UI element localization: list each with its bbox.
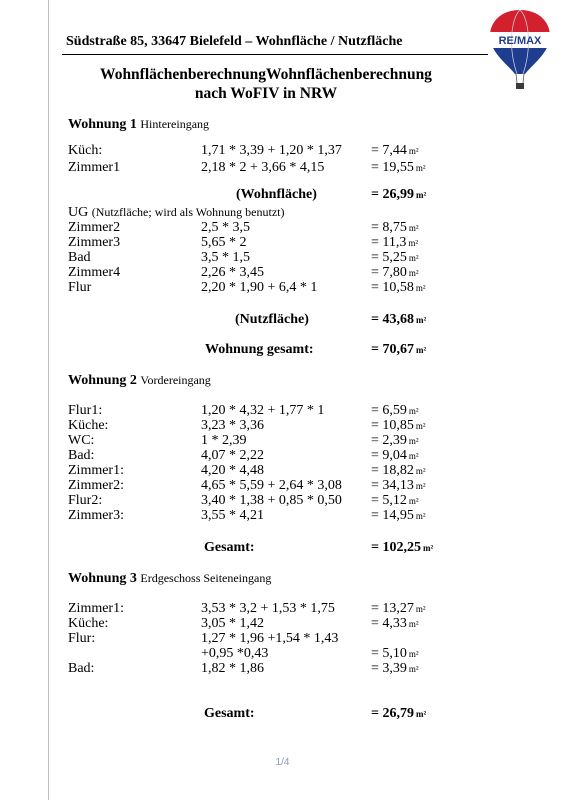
room-name: Flur2:: [68, 493, 103, 508]
room-result: = 14,95 m²: [371, 508, 426, 523]
room-name: Bad:: [68, 661, 95, 676]
page-number: 1/4: [275, 757, 290, 768]
room-result: = 19,55 m²: [371, 160, 426, 175]
total-value: = 102,25 m²: [371, 540, 434, 555]
title-line-2: nach WoFIV in NRW: [194, 85, 338, 102]
room-result: = 34,13 m²: [371, 478, 426, 493]
room-name: Küch:: [68, 143, 103, 158]
room-result: = 3,39 m²: [371, 661, 419, 676]
room-calc: 1 * 2,39: [201, 433, 247, 448]
room-calc: 3,23 * 3,36: [201, 418, 264, 433]
room-result: = 9,04 m²: [371, 448, 419, 463]
room-calc: 2,20 * 1,90 + 6,4 * 1: [201, 280, 318, 295]
ug-note: [68, 205, 285, 221]
room-name: Küche:: [68, 616, 109, 631]
section-subtitle: Hintereingang: [140, 117, 210, 131]
room-calc: 3,40 * 1,38 + 0,85 * 0,50: [201, 493, 342, 508]
section-wohnung-3: [68, 571, 271, 587]
room-calc: 3,5 * 1,5: [201, 250, 250, 265]
room-name: Zimmer1:: [68, 463, 124, 478]
room-calc: 5,65 * 2: [201, 235, 247, 250]
room-calc: 4,20 * 4,48: [201, 463, 264, 478]
room-calc: 3,55 * 4,21: [201, 508, 264, 523]
room-calc: 1,71 * 3,39 + 1,20 * 1,37: [201, 143, 342, 158]
room-calc: 1,27 * 1,96 +1,54 * 1,43: [201, 631, 339, 646]
section-subtitle: Erdgeschoss Seiteneingang: [140, 571, 272, 585]
room-result: = 5,25 m²: [371, 250, 419, 265]
header-rule: [62, 54, 488, 55]
subtotal-value: = 43,68 m²: [371, 312, 427, 327]
room-calc: 2,26 * 3,45: [201, 265, 264, 280]
total-label: Gesamt:: [204, 540, 255, 555]
title-line-1: WohnflächenberechnungWohnflächenberechnung: [100, 66, 432, 83]
room-result: = 13,27 m²: [371, 601, 426, 616]
room-name: Flur: [68, 280, 92, 295]
room-name: Bad: [68, 250, 91, 265]
room-result: = 18,82 m²: [371, 463, 426, 478]
section-title: Wohnung 1: [68, 117, 137, 132]
room-name: Zimmer1:: [68, 601, 124, 616]
subtotal-value: = 26,99 m²: [371, 187, 427, 202]
room-name: Zimmer2: [68, 220, 121, 235]
room-calc: 4,65 * 5,59 + 2,64 * 3,08: [201, 478, 342, 493]
room-calc: 2,5 * 3,5: [201, 220, 250, 235]
room-name: Küche:: [68, 418, 109, 433]
total-value: = 70,67 m²: [371, 342, 427, 357]
room-result: = 8,75 m²: [371, 220, 419, 235]
room-calc: 1,82 * 1,86: [201, 661, 264, 676]
room-result: = 2,39 m²: [371, 433, 419, 448]
ug-title: UG: [68, 205, 89, 220]
ug-subtitle: (Nutzfläche; wird als Wohnung benutzt): [91, 205, 285, 219]
room-result: [371, 631, 373, 647]
room-name: Flur1:: [68, 403, 103, 418]
room-result: = 5,10 m²: [371, 646, 419, 661]
room-name: Zimmer3:: [68, 508, 124, 523]
svg-text:RE/MAX: RE/MAX: [498, 35, 542, 47]
room-result: = 7,44 m²: [371, 143, 419, 158]
room-result: = 4,33 m²: [371, 616, 419, 631]
room-calc: 3,05 * 1,42: [201, 616, 264, 631]
room-calc: 4,07 * 2,22: [201, 448, 264, 463]
total-value: = 26,79 m²: [371, 706, 427, 721]
section-wohnung-2: [68, 373, 211, 389]
room-result: = 11,3 m²: [371, 235, 419, 250]
room-name: Zimmer4: [68, 265, 121, 280]
room-name: Zimmer2:: [68, 478, 124, 493]
room-name: Bad:: [68, 448, 95, 463]
room-result: = 5,12 m²: [371, 493, 419, 508]
room-name: WC:: [68, 433, 95, 448]
section-title: Wohnung 3: [68, 571, 137, 586]
room-calc: +0,95 *0,43: [201, 646, 269, 661]
room-result: = 6,59 m²: [371, 403, 419, 418]
room-result: = 10,58 m²: [371, 280, 426, 295]
section-wohnung-1: [68, 117, 209, 133]
document-header: Südstraße 85, 33647 Bielefeld – Wohnfläche / Nutzfläche: [66, 34, 403, 49]
room-calc: 1,20 * 4,32 + 1,77 * 1: [201, 403, 325, 418]
section-subtitle: Vordereingang: [140, 373, 211, 387]
room-name: Zimmer3: [68, 235, 121, 250]
page-edge: [48, 0, 49, 800]
section-title: Wohnung 2: [68, 373, 137, 388]
room-result: = 7,80 m²: [371, 265, 419, 280]
room-result: = 10,85 m²: [371, 418, 426, 433]
subtotal-label: (Wohnfläche): [236, 187, 317, 202]
room-name: Zimmer1: [68, 160, 121, 175]
room-calc: 3,53 * 3,2 + 1,53 * 1,75: [201, 601, 335, 616]
total-label: Wohnung gesamt:: [205, 342, 314, 357]
subtotal-label: (Nutzfläche): [235, 312, 309, 327]
remax-balloon-logo: [487, 8, 553, 94]
room-name: Flur:: [68, 631, 96, 646]
room-calc: 2,18 * 2 + 3,66 * 4,15: [201, 160, 325, 175]
total-label: Gesamt:: [204, 706, 255, 721]
